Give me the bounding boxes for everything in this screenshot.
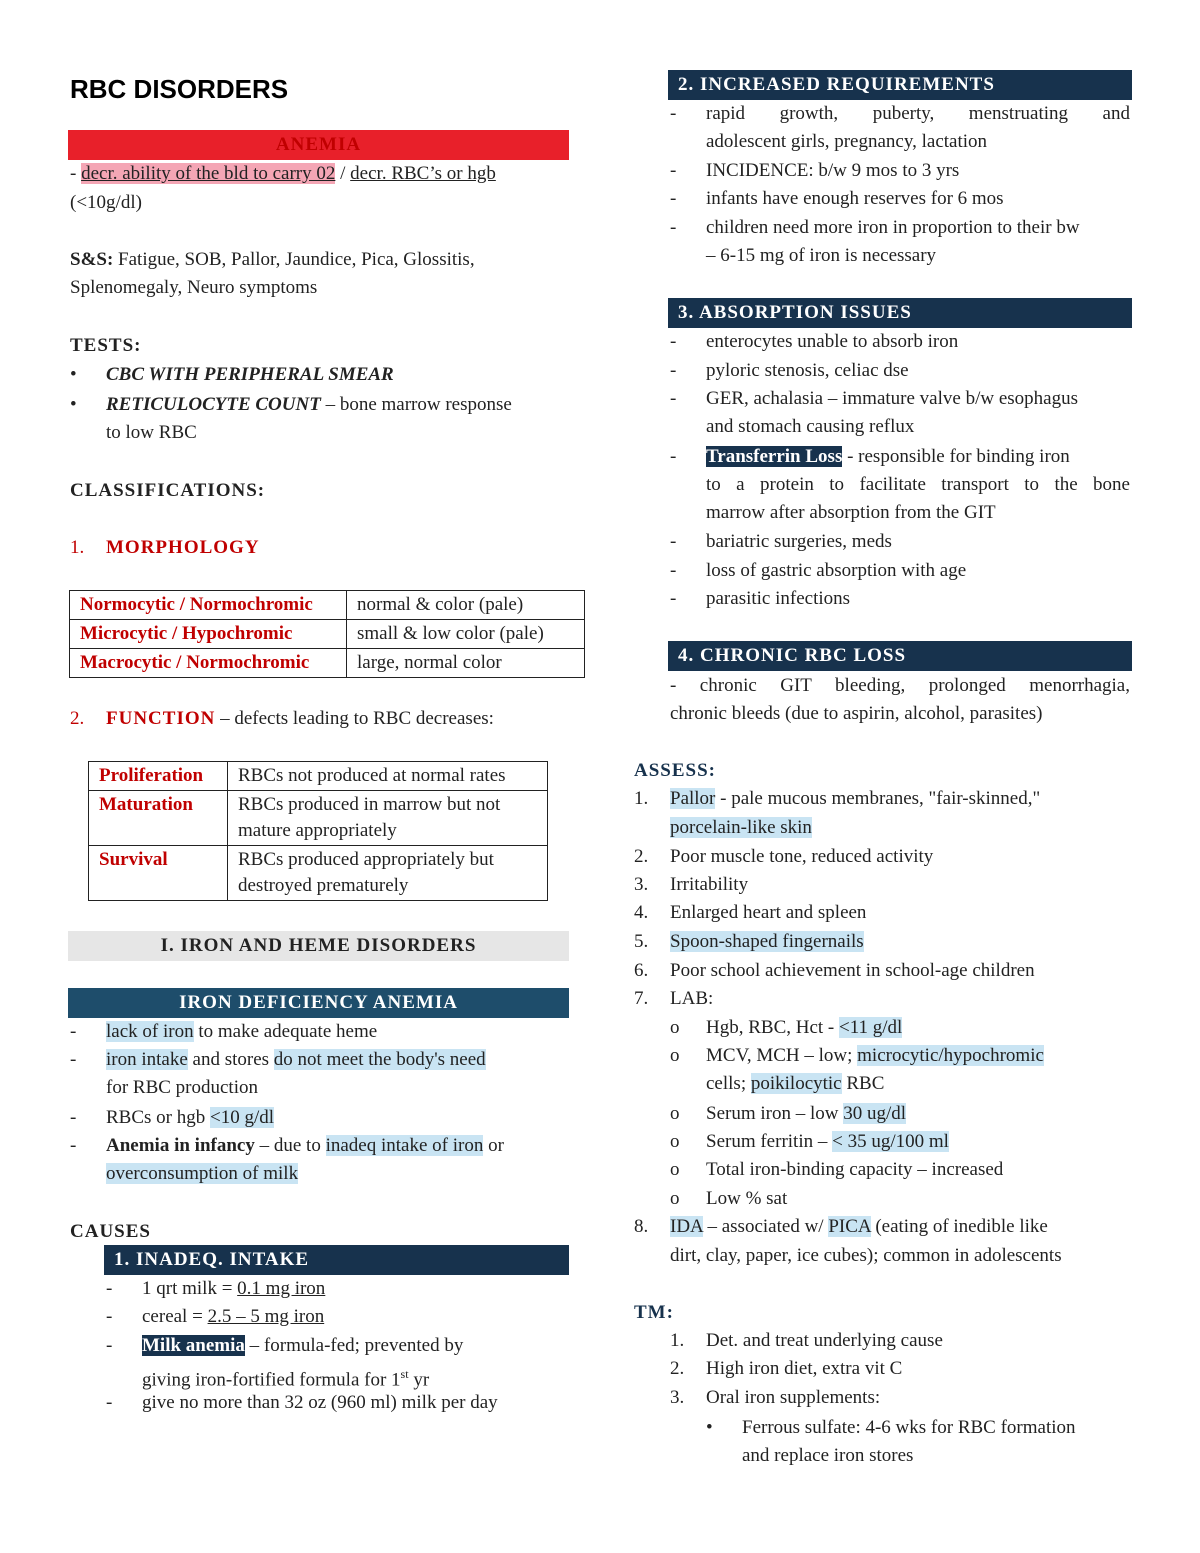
signs-symptoms: S&S: Fatigue, SOB, Pallor, Jaundice, Pica, Glossitis, <box>70 249 475 270</box>
assess-item: 4. Enlarged heart and spleen <box>634 902 867 923</box>
treatment-item: 1. Det. and treat underlying cause <box>670 1330 943 1351</box>
tests-heading: TESTS: <box>70 335 142 356</box>
assess-item: 3. Irritability <box>634 874 749 895</box>
assess-item: 6. Poor school achievement in school-age children <box>634 960 1035 981</box>
table-row: Survival RBCs produced appropriately but destroyed prematurely <box>89 846 548 901</box>
circle-bullet-icon: o <box>670 1103 680 1124</box>
list-item: - iron intake and stores do not meet the body's need <box>70 1049 486 1070</box>
circle-bullet-icon: o <box>670 1188 680 1209</box>
list-item: - children need more iron in proportion to their bw <box>670 217 1080 238</box>
list-item-line3: marrow after absorption from the GIT <box>706 502 996 523</box>
bullet-icon: • <box>706 1417 713 1438</box>
classifications-heading: CLASSIFICATIONS: <box>70 480 266 501</box>
list-item-line2: for RBC production <box>106 1077 258 1098</box>
list-item-line2: giving iron-fortified formula for 1st yr <box>142 1367 430 1391</box>
lab-item: o Serum iron – low 30 ug/dl <box>670 1099 906 1128</box>
treatment-subitem-line2: and replace iron stores <box>742 1445 914 1466</box>
list-item: - RBCs or hgb <10 g/dl <box>70 1107 275 1128</box>
circle-bullet-icon: o <box>670 1131 680 1152</box>
causes-heading: CAUSES <box>70 1221 151 1242</box>
assess-heading: ASSESS: <box>634 760 716 781</box>
signs-symptoms-line2: Splenomegaly, Neuro symptoms <box>70 277 318 298</box>
treatment-item: 3. Oral iron supplements: <box>670 1387 881 1408</box>
list-item-line2: and stomach causing reflux <box>706 416 915 437</box>
iron-heme-section-bar: I. IRON AND HEME DISORDERS <box>68 931 569 961</box>
list-item-line2: overconsumption of milk <box>106 1163 299 1184</box>
table-row: Normocytic / Normochromic normal & color (pale) <box>70 591 585 620</box>
morphology-heading: 1. MORPHOLOGY <box>70 537 260 558</box>
list-item: - INCIDENCE: b/w 9 mos to 3 yrs <box>670 160 960 181</box>
chronic-loss-text: - chronic GIT bleeding, prolonged menorrhagia, <box>670 675 1130 696</box>
test-item: • RETICULOCYTE COUNT – bone marrow response <box>70 390 512 419</box>
assess-item: 1. Pallor - pale mucous membranes, "fair-skinned," <box>634 788 1041 809</box>
list-item: - bariatric surgeries, meds <box>670 531 892 552</box>
table-row: Maturation RBCs produced in marrow but not mature appropriately <box>89 791 548 846</box>
ida-bar: IRON DEFICIENCY ANEMIA <box>68 988 569 1018</box>
circle-bullet-icon: o <box>670 1159 680 1180</box>
cause-increased-requirements-bar: 2. INCREASED REQUIREMENTS <box>668 70 1132 100</box>
anemia-definition-line2: (<10g/dl) <box>70 192 142 213</box>
list-item: - parasitic infections <box>670 588 851 609</box>
list-item: - give no more than 32 oz (960 ml) milk per day <box>106 1392 498 1413</box>
treatment-subitem: • Ferrous sulfate: 4-6 wks for RBC formation <box>706 1413 1076 1442</box>
list-item: - rapid growth, puberty, menstruating and <box>670 103 1130 124</box>
list-item: - lack of iron to make adequate heme <box>70 1021 378 1042</box>
lab-item-line2: cells; poikilocytic RBC <box>706 1073 885 1094</box>
table-row: Macrocytic / Normochromic large, normal color <box>70 649 585 678</box>
test-item: • CBC WITH PERIPHERAL SMEAR <box>70 360 394 389</box>
table-row: Proliferation RBCs not produced at normal rates <box>89 762 548 791</box>
cause-inadeq-intake-bar: 1. INADEQ. INTAKE <box>104 1245 569 1275</box>
list-item: - GER, achalasia – immature valve b/w esophagus <box>670 388 1078 409</box>
cause-absorption-issues-bar: 3. ABSORPTION ISSUES <box>668 298 1132 328</box>
assess-item: 8. IDA – associated w/ PICA (eating of inedible like <box>634 1216 1048 1237</box>
anemia-definition: - decr. ability of the bld to carry 02 / decr. RBC’s or hgb <box>70 163 496 184</box>
list-item-line2: adolescent girls, pregnancy, lactation <box>706 131 988 152</box>
assess-item: 2. Poor muscle tone, reduced activity <box>634 846 934 867</box>
table-row: Microcytic / Hypochromic small & low color (pale) <box>70 620 585 649</box>
list-item: - Anemia in infancy – due to inadeq intake of iron or <box>70 1135 504 1156</box>
list-item: - pyloric stenosis, celiac dse <box>670 360 909 381</box>
anemia-bar: ANEMIA <box>68 130 569 160</box>
test-item-line2: to low RBC <box>106 422 197 443</box>
bullet-icon: • <box>70 394 77 415</box>
list-item: - cereal = 2.5 – 5 mg iron <box>106 1306 325 1327</box>
list-item-line2: – 6-15 mg of iron is necessary <box>706 245 937 266</box>
assess-item-line2: dirt, clay, paper, ice cubes); common in adolescents <box>670 1245 1062 1266</box>
list-item: - loss of gastric absorption with age <box>670 560 967 581</box>
function-heading: 2. FUNCTION – defects leading to RBC decreases: <box>70 708 494 729</box>
circle-bullet-icon: o <box>670 1045 680 1066</box>
circle-bullet-icon: o <box>670 1017 680 1038</box>
page-title: RBC DISORDERS <box>70 74 289 104</box>
treatment-heading: TM: <box>634 1302 674 1323</box>
assess-item: 7. LAB: <box>634 988 714 1009</box>
list-item: - 1 qrt milk = 0.1 mg iron <box>106 1278 326 1299</box>
cause-chronic-rbc-loss-bar: 4. CHRONIC RBC LOSS <box>668 641 1132 671</box>
treatment-item: 2. High iron diet, extra vit C <box>670 1358 903 1379</box>
lab-item: o Hgb, RBC, Hct - <11 g/dl <box>670 1013 902 1042</box>
lab-item: o Serum ferritin – < 35 ug/100 ml <box>670 1127 949 1156</box>
lab-item: o Low % sat <box>670 1184 787 1213</box>
chronic-loss-text-line2: chronic bleeds (due to aspirin, alcohol, parasites) <box>670 703 1043 724</box>
assess-item: 5. Spoon-shaped fingernails <box>634 931 864 952</box>
list-item: - Transferrin Loss - responsible for binding iron <box>670 446 1070 467</box>
morphology-table <box>69 590 585 678</box>
function-table <box>88 761 548 901</box>
lab-item: o Total iron-binding capacity – increased <box>670 1155 1003 1184</box>
list-item-line2: to a protein to facilitate transport to the bone <box>706 474 1130 495</box>
lab-item: o MCV, MCH – low; microcytic/hypochromic <box>670 1041 1044 1070</box>
list-item: - Milk anemia – formula-fed; prevented by <box>106 1335 464 1356</box>
list-item: - infants have enough reserves for 6 mos <box>670 188 1004 209</box>
bullet-icon: • <box>70 364 77 385</box>
assess-item-line2: porcelain-like skin <box>670 817 812 838</box>
list-item: - enterocytes unable to absorb iron <box>670 331 959 352</box>
